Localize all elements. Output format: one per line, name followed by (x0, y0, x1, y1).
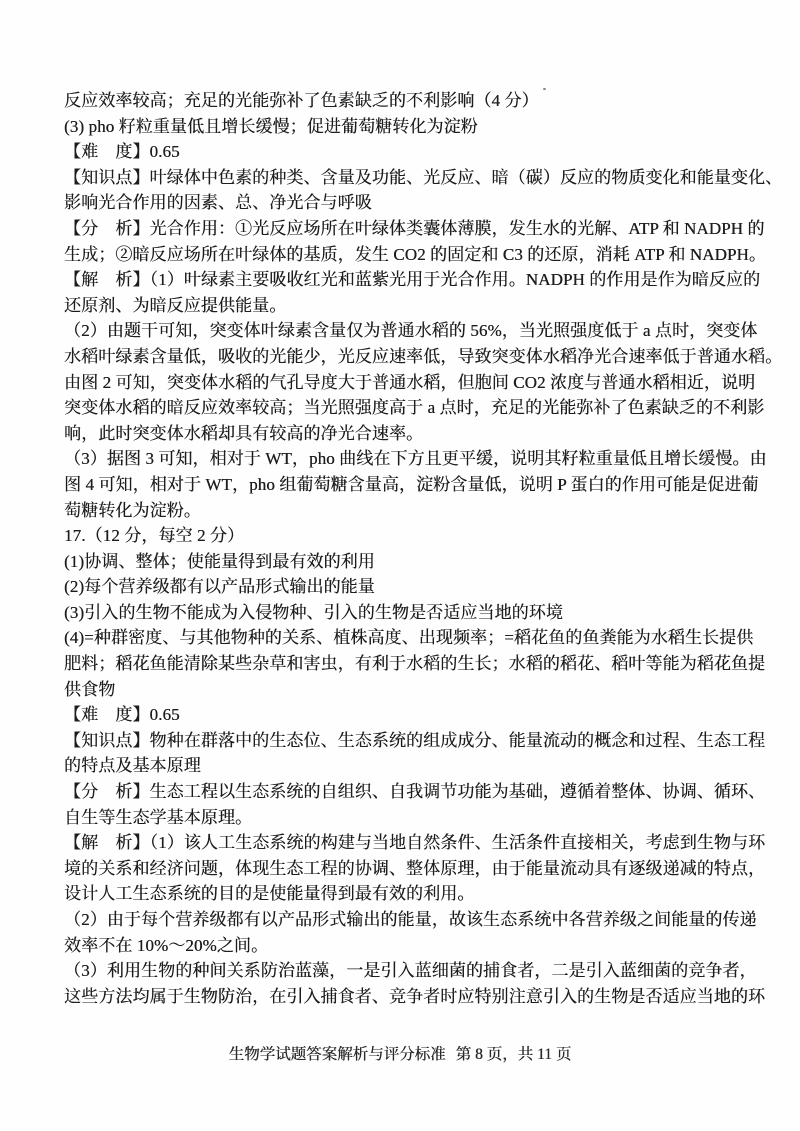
page-footer (0, 1042, 800, 1064)
text-line: (3)引入的生物不能成为入侵物种、引入的生物是否适应当地的环境 (64, 602, 563, 622)
text-line: (1)协调、整体；使能量得到最有效的利用 (64, 551, 375, 571)
text-line: 由图 2 可知，突变体水稻的气孔导度大于普通水稻，但胞间 CO2 浓度与普通水稻相近，说明 (64, 372, 756, 392)
document-body (64, 88, 783, 1009)
text-line: （3）据图 3 可知，相对于 WT，pho 曲线在下方且更平缓，说明其籽粒重量低且增长缓慢。由 (64, 449, 767, 469)
text-line: 水稻叶绿素含量低，吸收的光能少，光反应速率低，导致突变体水稻净光合速率低于普通水稻。 (64, 346, 783, 366)
text-line: 响，此时突变体水稻却具有较高的净光合速率。 (64, 423, 424, 443)
text-line: （2）由题干可知，突变体叶绿素含量仅为普通水稻的 56%，当光照强度低于 a 点时，突变体 (64, 321, 758, 341)
text-line: 图 4 可知，相对于 WT，pho 组葡萄糖含量高，淀粉含量低，说明 P 蛋白的作用可能是促进葡 (64, 474, 759, 494)
text-line: 设计人工生态系统的目的是使能量得到最有效的利用。 (64, 884, 475, 904)
text-line: 萄糖转化为淀粉。 (64, 500, 201, 520)
text-line: 【知识点】物种在群落中的生态位、生态系统的组成成分、能量流动的概念和过程、生态工程 (64, 730, 766, 750)
text-line: 【分 析】生态工程以生态系统的自组织、自我调节功能为基础，遵循着整体、协调、循环、 (64, 782, 766, 802)
footer-page-info: 第 8 页，共 11 页 (455, 1046, 572, 1063)
text-line: （3）利用生物的种间关系防治蓝藻，一是引入蓝细菌的捕食者，二是引入蓝细菌的竞争者， (64, 961, 757, 981)
text-line: 供食物 (64, 679, 116, 699)
text-line: 效率不在 10%～20%之间。 (64, 935, 269, 955)
text-line: 影响光合作用的因素、总、净光合与呼吸 (64, 193, 372, 213)
text-line: 【知识点】叶绿体中色素的种类、含量及功能、光反应、暗（碳）反应的物质变化和能量变化、 (64, 167, 783, 187)
text-line: 【难 度】0.65 (64, 705, 180, 725)
text-line: (2)每个营养级都有以产品形式输出的能量 (64, 577, 375, 597)
text-line: 【难 度】0.65 (64, 142, 180, 162)
text-line: 突变体水稻的暗反应效率较高；当光照强度高于 a 点时，充足的光能弥补了色素缺乏的不利影 (64, 398, 765, 418)
text-line: 境的关系和经济问题，体现生态工程的协调、整体原理，由于能量流动具有逐级递减的特点， (64, 858, 766, 878)
text-line: 自生等生态学基本原理。 (64, 807, 253, 827)
text-line: 反应效率较高；充足的光能弥补了色素缺乏的不利影响（4 分） (64, 91, 539, 110)
text-line: 还原剂、为暗反应提供能量。 (64, 295, 287, 315)
text-line: 17.（12 分，每空 2 分） (64, 526, 245, 546)
text-line: (3) pho 籽粒重量低且增长缓慢；促进葡萄糖转化为淀粉 (64, 116, 478, 136)
footer-title: 生物学试题答案解析与评分标准 (228, 1046, 446, 1063)
text-line: 的特点及基本原理 (64, 756, 201, 776)
text-line: 这些方法均属于生物防治，在引入捕食者、竞争者时应特别注意引入的生物是否适应当地的环 (64, 986, 766, 1006)
text-line: 【分 析】光合作用：①光反应场所在叶绿体类囊体薄膜，发生水的光解、ATP 和 NADPH 的 (64, 218, 765, 238)
text-line: 【解 析】（1）该人工生态系统的构建与当地自然条件、生活条件直接相关，考虑到生物与环 (64, 833, 766, 853)
text-line: （2）由于每个营养级都有以产品形式输出的能量，故该生态系统中各营养级之间能量的传递 (64, 910, 757, 929)
text-line: 生成；②暗反应场所在叶绿体的基质，发生 CO2 的固定和 C3 的还原，消耗 ATP 和 NADPH。 (64, 244, 766, 264)
text-line: 肥料；稻花鱼能清除某些杂草和害虫，有利于水稻的生长；水稻的稻花、稻叶等能为稻花鱼提 (64, 654, 766, 674)
text-line: (4)=种群密度、与其他物种的关系、植株高度、出现频率；=稻花鱼的鱼粪能为水稻生长提供 (64, 628, 754, 648)
text-line: 【解 析】（1）叶绿素主要吸收红光和蓝紫光用于光合作用。NADPH 的作用是作为暗反应的 (64, 270, 761, 290)
